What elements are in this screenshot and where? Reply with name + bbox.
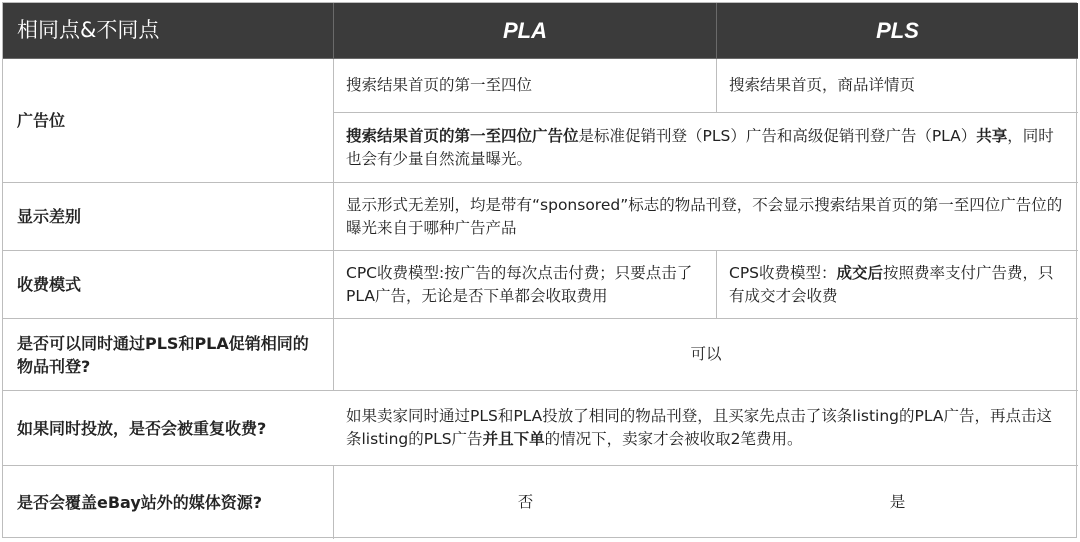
- text: 的情况下，卖家才会被收取2笔费用。: [544, 430, 803, 448]
- cell-pls-ad-position: 搜索结果首页，商品详情页: [717, 59, 1078, 113]
- cell-pls-offsite: 是: [889, 493, 906, 511]
- comparison-table: [2, 2, 1077, 538]
- cell-shared-simultaneous: 可以: [334, 319, 1078, 391]
- header-col-pls: PLS: [717, 3, 1078, 59]
- text: 按照费率支付广告费，只有成交才会收费: [729, 263, 1054, 305]
- bold-text: 共享: [976, 126, 1008, 145]
- cell-pla-charging: CPC收费模型:按广告的每次点击付费；只要点击了PLA广告，无论是否下单都会收取费用: [334, 251, 717, 319]
- bold-text: 搜索结果首页的第一至四位广告位: [346, 126, 579, 145]
- text: 如果卖家同时通过PLS和PLA投放了相同的物品刊登，且买家先点击了该条listing的PLA广告，再点击这条listing的PLS广告: [346, 407, 1052, 448]
- text: CPS收费模型：: [729, 263, 837, 282]
- row-label-simultaneous: 是否可以同时通过PLS和PLA促销相同的物品刊登?: [3, 319, 334, 391]
- text: 是标准促销刊登（PLS）广告和高级促销刊登广告（PLA）: [578, 126, 977, 145]
- header-col-comparison: 相同点&不同点: [3, 3, 334, 59]
- bold-text: 成交后: [836, 263, 884, 282]
- row-label-offsite-media: 是否会覆盖eBay站外的媒体资源?: [3, 466, 334, 539]
- cell-pls-charging: [717, 251, 1078, 319]
- cell-shared-double-charge: [334, 391, 1078, 466]
- row-label-charging-mode: 收费模式: [3, 251, 334, 319]
- cell-pla-ad-position: 搜索结果首页的第一至四位: [334, 59, 717, 113]
- bold-text: 并且下单: [482, 430, 545, 448]
- row-label-display-difference: 显示差别: [3, 183, 334, 251]
- cell-shared-display: 显示形式无差别，均是带有“sponsored”标志的物品刊登，不会显示搜索结果首页的第一至四位广告位的曝光来自于哪种广告产品: [334, 183, 1078, 251]
- row-label-ad-position: 广告位: [3, 59, 334, 183]
- row-label-double-charge: 如果同时投放，是否会被重复收费?: [3, 391, 334, 466]
- cell-pla-offsite: 否: [517, 493, 534, 511]
- text: ，同时也会有少量自然流量曝光。: [346, 126, 1054, 168]
- header-col-pla: PLA: [334, 3, 717, 59]
- cell-shared-ad-position: [334, 113, 1078, 183]
